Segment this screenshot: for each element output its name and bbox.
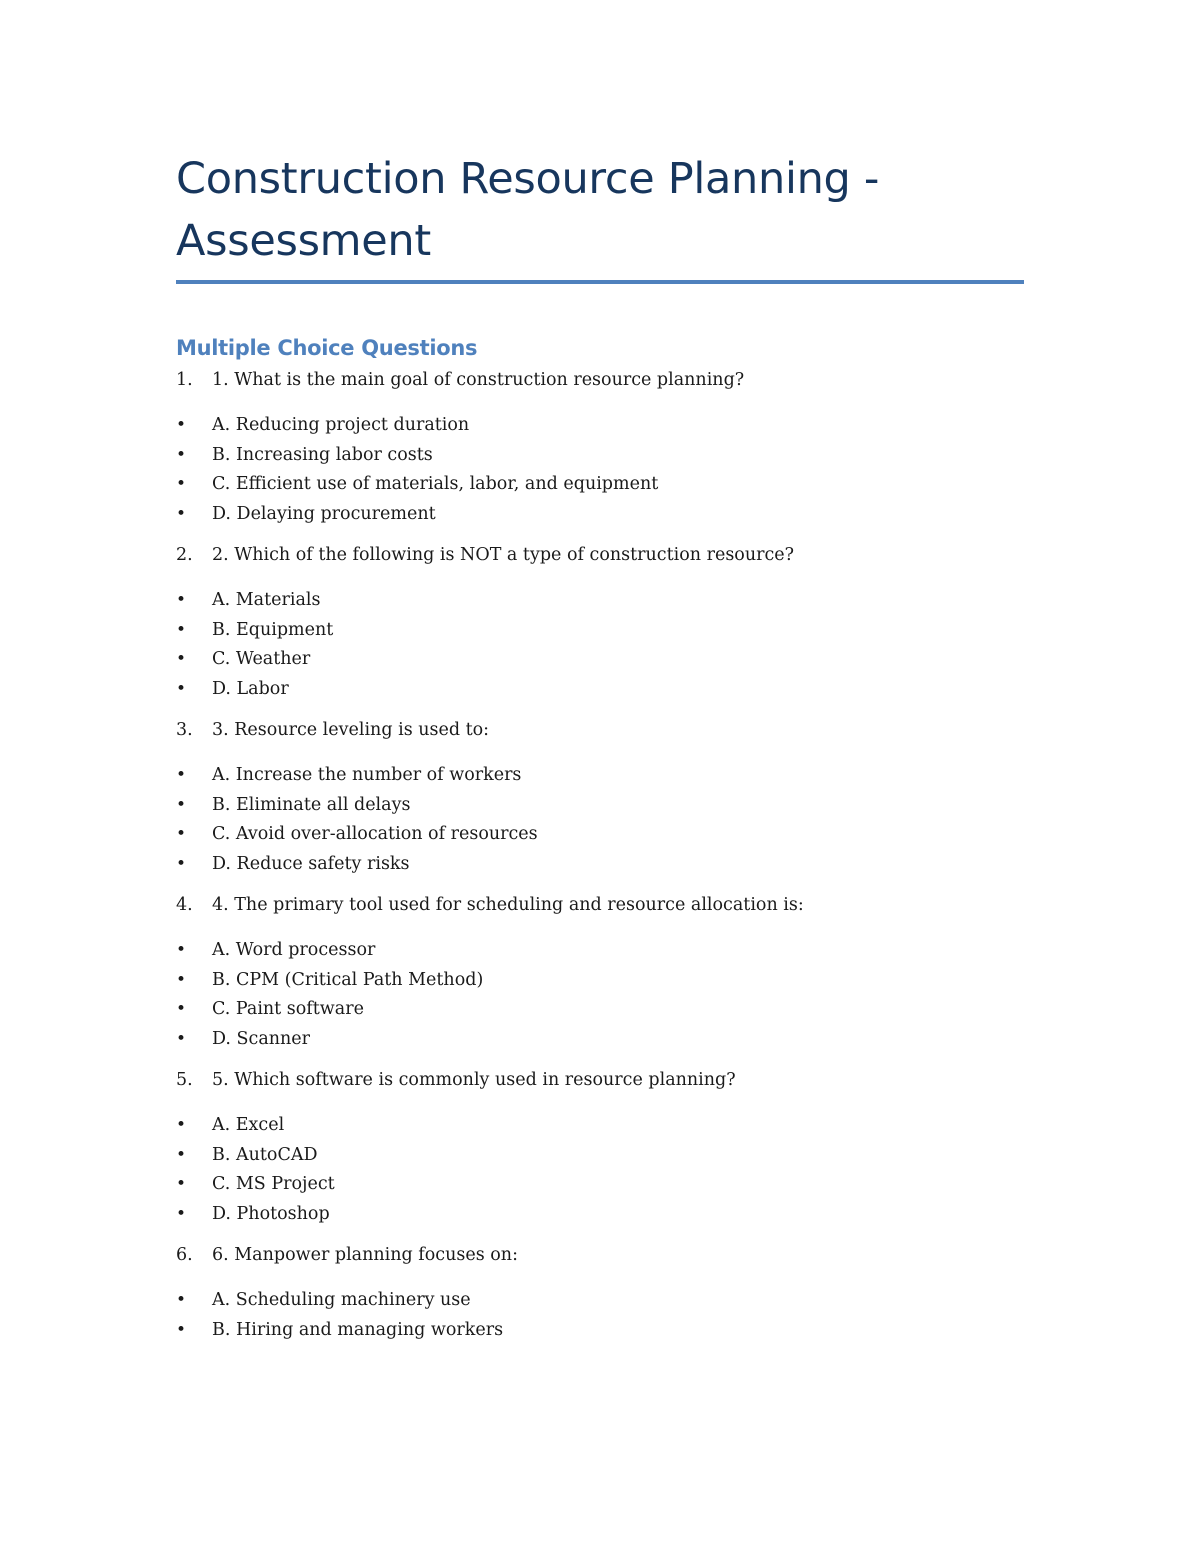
answer-option-text: B. Equipment [212,619,334,640]
bullet-icon: • [176,1115,187,1135]
answer-option-text: A. Materials [212,590,321,610]
answer-option [176,616,1024,646]
bullet-icon: • [176,853,187,874]
bullet-icon: • [176,1290,187,1310]
bullet-icon: • [176,503,187,524]
answer-option [176,1286,1024,1316]
question-block [176,541,1024,704]
answer-option [176,411,1024,441]
answer-option [176,936,1024,966]
answer-option [176,441,1024,471]
answer-option [176,850,1024,880]
bullet-icon: • [176,1319,187,1340]
question-number: 4. [176,895,193,915]
bullet-icon: • [176,794,187,815]
question-item [176,366,1024,395]
answer-option-text: B. Hiring and managing workers [212,1319,504,1340]
bullet-icon: • [176,999,187,1019]
question-text: 4. The primary tool used for scheduling and resource allocation is: [212,895,804,915]
answer-option [176,791,1024,821]
answer-option [176,1141,1024,1171]
bullet-icon: • [176,1028,187,1049]
bullet-icon: • [176,1144,187,1165]
answer-option-text: A. Scheduling machinery use [212,1290,471,1310]
answer-options-list [176,586,1024,704]
question-number: 3. [176,720,193,740]
bullet-icon: • [176,1174,187,1194]
answer-option-text: A. Word processor [212,940,376,960]
answer-option [176,995,1024,1025]
bullet-icon: • [176,969,187,990]
answer-option [176,761,1024,791]
answer-options-list [176,761,1024,879]
answer-option-text: A. Excel [212,1115,285,1135]
answer-option [176,500,1024,530]
question-number: 5. [176,1070,193,1090]
answer-option [176,1200,1024,1230]
question-text: 3. Resource leveling is used to: [212,720,490,740]
answer-option-text: D. Labor [212,678,289,699]
answer-option-text: B. Increasing labor costs [212,444,433,465]
answer-option [176,1025,1024,1055]
document-title: Construction Resource Planning - Assessment [176,154,880,266]
bullet-icon: • [176,678,187,699]
answer-option-text: D. Scanner [212,1028,311,1049]
answer-options-list [176,1286,1024,1345]
question-text: 6. Manpower planning focuses on: [212,1245,518,1265]
question-block [176,366,1024,529]
answer-option-text: A. Reducing project duration [212,415,470,435]
answer-options-list [176,411,1024,529]
question-item [176,1066,1024,1095]
question-block [176,1241,1024,1345]
question-item [176,891,1024,920]
question-list [176,366,1024,1345]
section-heading: Multiple Choice Questions [176,336,478,360]
answer-option-text: C. Paint software [212,999,364,1019]
answer-option [176,675,1024,705]
question-text: 5. Which software is commonly used in resource planning? [212,1070,736,1090]
answer-option [176,1170,1024,1200]
answer-option-text: B. Eliminate all delays [212,794,411,815]
answer-option-text: B. AutoCAD [212,1144,318,1165]
answer-option-text: C. Efficient use of materials, labor, and equipment [212,474,659,494]
bullet-icon: • [176,474,187,494]
document-page [176,148,1024,1357]
answer-options-list [176,1111,1024,1229]
bullet-icon: • [176,765,187,785]
question-block [176,716,1024,879]
answer-option [176,645,1024,675]
answer-option [176,1316,1024,1346]
question-block [176,1066,1024,1229]
answer-option [176,586,1024,616]
question-block [176,891,1024,1054]
answer-options-list [176,936,1024,1054]
question-item [176,716,1024,745]
answer-option-text: D. Reduce safety risks [212,853,410,874]
title-underline-rule [176,280,1024,284]
bullet-icon: • [176,940,187,960]
question-number: 2. [176,545,193,565]
answer-option [176,470,1024,500]
answer-option-text: A. Increase the number of workers [212,765,522,785]
bullet-icon: • [176,415,187,435]
question-text: 1. What is the main goal of construction resource planning? [212,370,745,390]
answer-option-text: C. MS Project [212,1174,335,1194]
bullet-icon: • [176,824,187,844]
answer-option-text: C. Avoid over-allocation of resources [212,824,538,844]
bullet-icon: • [176,619,187,640]
answer-option-text: B. CPM (Critical Path Method) [212,969,484,990]
question-text: 2. Which of the following is NOT a type of construction resource? [212,545,795,565]
answer-option-text: D. Delaying procurement [212,503,436,524]
question-number: 1. [176,370,193,390]
question-number: 6. [176,1245,193,1265]
answer-option-text: D. Photoshop [212,1203,330,1224]
bullet-icon: • [176,1203,187,1224]
bullet-icon: • [176,590,187,610]
answer-option [176,820,1024,850]
bullet-icon: • [176,649,187,669]
answer-option-text: C. Weather [212,649,311,669]
question-item [176,541,1024,570]
bullet-icon: • [176,444,187,465]
answer-option [176,1111,1024,1141]
question-item [176,1241,1024,1270]
answer-option [176,966,1024,996]
